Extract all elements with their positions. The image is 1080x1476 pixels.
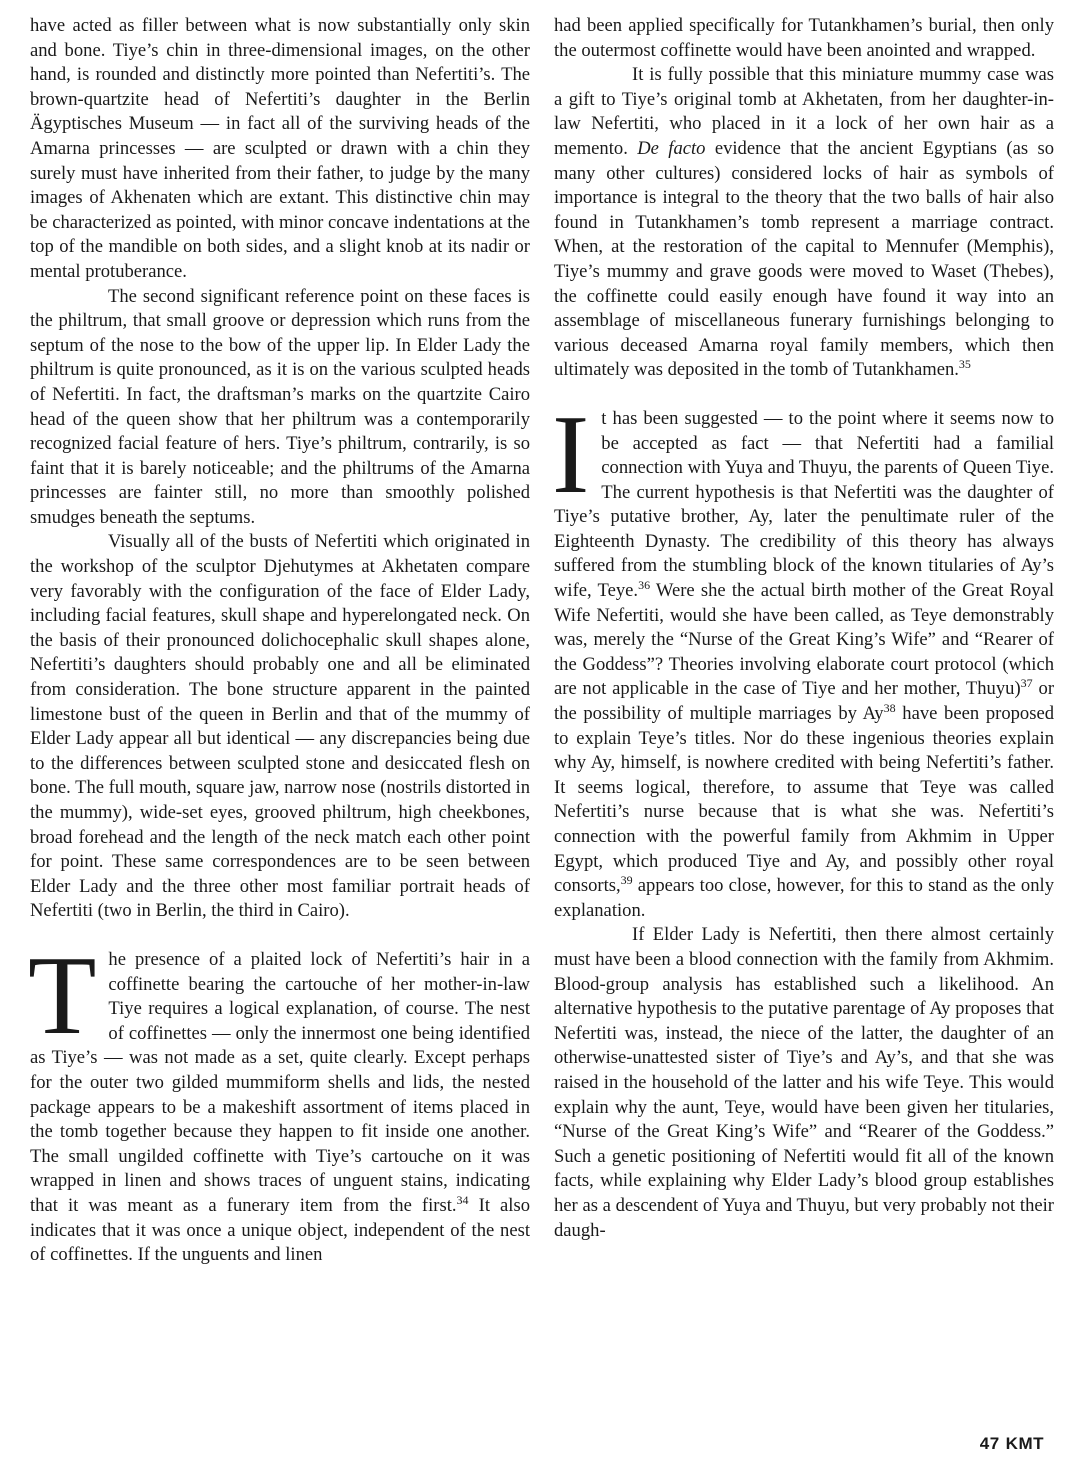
lock-text-b: It also indicates that it was once a unique object, independent of the nest of coffinettes. If the unguents and linen: [30, 1194, 531, 1266]
case-text-b: evidence that the ancient Egyptians (as so many other cultures) considered locks of hair as symbols of importance is integral to the theory that the two balls of hair also found in Tutankhamen’s tomb represent a marriage contract. When, at the restoration of the capital to Mennufer (Memphis), Tiye’s mummy and grave goods were moved to Waset (Thebes), the coffinette could easily enough have found it way into an assemblage of miscellaneous funerary furnishings belonging to various deceased Amarna royal family members, which then ultimately was deposited in the tomb of Tutankhamen.: [554, 137, 1054, 381]
footnote-ref-36: 36: [638, 577, 651, 592]
paragraph-anointed: had been applied specifically for Tutankhamen’s burial, then only the outermost coffinette would have been anointed and wrapped.: [554, 15, 1054, 61]
footnote-ref-37: 37: [1020, 676, 1033, 691]
familial-text-e: appears too close, however, for this to stand as the only explanation.: [554, 875, 1054, 921]
paragraph-lock-of-hair: [28, 933, 531, 1268]
footnote-ref-39: 39: [620, 873, 633, 887]
familial-text-a: t has been suggested — to the point where it seems now to be accepted as fact — that Nefertiti had a familial connection with Yuya and Thuyu, the parents of Queen Tiye. The current hypothesis is that Nefertiti was the daughter of Tiye’s putative brother, Ay, later the penultimate ruler of the Eighteenth Dynasty. The credibility of this theory has always suffered from the stumbling block of the known titularies of Ay’s wife, Teye.: [554, 407, 1054, 602]
paragraph-philtrum: The second significant reference point on these faces is the philtrum, that small groove or depression which runs from the septum of the nose to the bow of the upper lip. In Elder Lady the philtrum is quite pronounced, as it is on the various sculpted heads of Nefertiti. In fact, the draftsman’s marks on the quartzite Cairo head of the queen show that her philtrum was a contemporarily recognized facial feature of hers. Tiye’s philtrum, contrarily, is so faint that it is barely noticeable; and the philtrums of the Amarna princesses are fainter still, no more than smoothly polished smudges beneath the septums.: [30, 285, 530, 528]
footnote-ref-38: 38: [883, 700, 896, 715]
de-facto-italic: De facto: [637, 137, 706, 159]
paragraph-familial-connection: [552, 392, 1055, 923]
familial-text-c: or the possibility of multiple marriages by Ay: [554, 678, 1055, 725]
page-footer: [980, 1434, 1044, 1454]
lock-text-a: he presence of a plaited lock of Nefertiti’s hair in a coffinette bearing the cartouche of her mother-in-law Tiye requires a logical explanation, of course. The nest of coffinettes — only the innermost one being identified as Tiye’s — was not made as a set, quite clearly. Except perhaps for the outer two gilded mummiform shells and lids, the nested package appears to be a makeshift assortment of items placed in the tomb together because they happen to fit inside one another. The small ungilded coffinette with Tiye’s cartouche on it was wrapped in linen and shows traces of unguent stains, indicating that it was meant as a funerary item from the first.: [30, 948, 530, 1216]
drop-cap-t: T: [28, 933, 97, 1058]
footnote-ref-35: 35: [958, 357, 971, 372]
paragraph-miniature-case: [554, 63, 1054, 383]
right-column: [554, 14, 1054, 1243]
familial-text-d: have been proposed to explain Teye’s titles. Nor do these ingenious theories explain why Ay, himself, is nowhere credited with being Nefertiti’s father. It seems logical, therefore, to assume that Teye was called Nefertiti’s nurse because that is what she was. Nefertiti’s connection with the powerful family from Akhmim in Upper Egypt, which produced Tiye and Ay, and possibly other royal consorts,: [554, 703, 1054, 897]
familial-text-b: Were she the actual birth mother of the Great Royal Wife Nefertiti, would she have been called, as Teye demonstrably was, merely the “Nurse of the Great King’s Wife” and “Rearer of the Goddess”? Theories involving elaborate court protocol (which are not applicable in the case of Tiye and her mother, Thuyu): [554, 580, 1054, 700]
footnote-ref-34: 34: [456, 1192, 469, 1207]
paragraph-blood-connection: If Elder Lady is Nefertiti, then there almost certainly must have been a blood connection with the family from Akhmim. Blood-group analysis has established such a likelihood. An alternative hypothesis to the putative parentage of Ay proposes that Nefertiti was, instead, the niece of the latter, the daughter of an otherwise-unattested sister of Tiye’s and Ay’s, and that she was raised in the household of the latter and his wife Teye. This would explain why the aunt, Teye, would have been given her titularies, “Nurse of the Great King’s Wife” and “Rearer of the Goddess.” Such a genetic positioning of Nefertiti would fit all of the known facts, while explaining why Elder Lady’s blood group establishes her as a descendent of Yuya and Thuyu, but very probably not their daugh-: [554, 924, 1054, 1241]
paragraph-chin: have acted as filler between what is now substantially only skin and bone. Tiye’s chin in three-dimensional images, on the other hand, is rounded and distinctly more pointed than Nefertiti’s. The brown-quartzite head of Nefertiti’s daughter in the Berlin Ägyptisches Museum — in fact all of the surviving heads of the Amarna princesses — are sculpted or drawn with a chin they surely must have inherited from their father, to judge by the many images of Akhenaten which are extant. This distinctive chin may be characterized as pointed, with minor concave indentations at the top of the mandible on both sides, and a slight knob at its nadir or mental protuberance.: [30, 15, 530, 282]
drop-cap-i: I: [552, 392, 590, 517]
left-column: [30, 14, 530, 1268]
case-text-a: It is fully possible that this miniature mummy case was a gift to Tiye’s original tomb at Akhetaten, from her daughter-in-law Nefertiti, who placed in it a lock of her own hair as a memento.: [554, 64, 1054, 159]
paragraph-busts: Visually all of the busts of Nefertiti which originated in the workshop of the sculptor Djehutymes at Akhetaten compare very favorably with the configuration of the face of Elder Lady, including facial features, skull shape and hyperelongated neck. On the basis of their pronounced dolichocephalic skull shapes alone, Nefertiti’s daughters should probably one and all be eliminated from consideration. The bone structure apparent in the painted limestone bust of the queen in Berlin and that of the mummy of Elder Lady appear all but identical — any discrepancies being due to the differences between sculpted stone and desiccated flesh on bone. The full mouth, square jaw, narrow nose (nostrils distorted in the mummy), wide-set eyes, grooved philtrum, high cheekbones, broad forehead and the length of the neck match each other point for point. These same correspondences are to be seen between Elder Lady and the three other most familiar portrait heads of Nefertiti (two in Berlin, the third in Cairo).: [30, 531, 530, 922]
page-number: 47: [979, 1434, 1000, 1453]
publication-name: KMT: [1005, 1434, 1044, 1453]
